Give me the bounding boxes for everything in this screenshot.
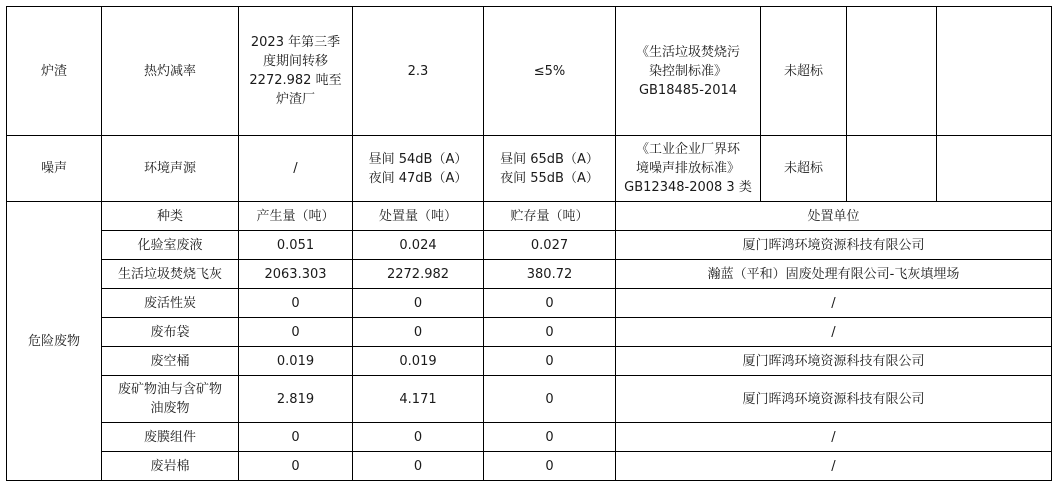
noise-result: 未超标 [761, 136, 847, 202]
hazard-unit: / [616, 318, 1052, 347]
hazard-row [7, 318, 1052, 347]
hazard-unit: 瀚蓝（平和）固废处理有限公司-飞灰填埋场 [616, 260, 1052, 289]
hazard-disposed: 0 [353, 289, 484, 318]
hazard-produced: 0 [239, 452, 353, 481]
hazard-header-produced: 产生量（吨） [239, 202, 353, 231]
slag-value: 2.3 [353, 7, 484, 136]
hazard-stored: 0 [484, 347, 616, 376]
noise-category: 噪声 [7, 136, 102, 202]
hazard-row [7, 423, 1052, 452]
hazard-stored: 0 [484, 289, 616, 318]
hazard-stored: 0.027 [484, 231, 616, 260]
slag-period: 2023 年第三季 度期间转移 2272.982 吨至 炉渣厂 [239, 7, 353, 136]
hazard-kind: 废膜组件 [102, 423, 239, 452]
slag-result: 未超标 [761, 7, 847, 136]
hazard-row [7, 289, 1052, 318]
hazard-produced: 0.051 [239, 231, 353, 260]
hazard-kind: 化验室废液 [102, 231, 239, 260]
noise-period: / [239, 136, 353, 202]
slag-category: 炉渣 [7, 7, 102, 136]
hazard-produced: 0.019 [239, 347, 353, 376]
hazard-stored: 0 [484, 452, 616, 481]
hazard-stored: 0 [484, 423, 616, 452]
hazard-row [7, 260, 1052, 289]
hazard-kind: 废矿物油与含矿物 油废物 [102, 376, 239, 423]
hazard-kind: 废岩棉 [102, 452, 239, 481]
hazard-stored: 380.72 [484, 260, 616, 289]
hazard-produced: 2063.303 [239, 260, 353, 289]
hazard-produced: 0 [239, 423, 353, 452]
noise-standard: 《工业企业厂界环 境噪声排放标准》 GB12348-2008 3 类 [616, 136, 761, 202]
hazard-row [7, 452, 1052, 481]
hazard-category: 危险废物 [7, 202, 102, 481]
empty-cell [847, 7, 937, 136]
slag-item: 热灼减率 [102, 7, 239, 136]
hazard-produced: 0 [239, 318, 353, 347]
hazard-disposed: 0 [353, 452, 484, 481]
empty-cell [847, 136, 937, 202]
hazard-row [7, 231, 1052, 260]
hazard-header-disposed: 处置量（吨） [353, 202, 484, 231]
hazard-unit: / [616, 423, 1052, 452]
hazard-stored: 0 [484, 376, 616, 423]
hazard-produced: 2.819 [239, 376, 353, 423]
hazard-unit: / [616, 289, 1052, 318]
slag-limit: ≤5% [484, 7, 616, 136]
noise-value: 昼间 54dB（A） 夜间 47dB（A） [353, 136, 484, 202]
emissions-table [6, 6, 1052, 481]
hazard-unit: 厦门晖鸿环境资源科技有限公司 [616, 231, 1052, 260]
hazard-header-unit: 处置单位 [616, 202, 1052, 231]
hazard-stored: 0 [484, 318, 616, 347]
noise-limit: 昼间 65dB（A） 夜间 55dB（A） [484, 136, 616, 202]
hazard-kind: 废布袋 [102, 318, 239, 347]
slag-standard: 《生活垃圾焚烧污 染控制标准》 GB18485-2014 [616, 7, 761, 136]
slag-row [7, 7, 1052, 136]
empty-cell [937, 7, 1052, 136]
hazard-kind: 生活垃圾焚烧飞灰 [102, 260, 239, 289]
hazard-unit: 厦门晖鸿环境资源科技有限公司 [616, 347, 1052, 376]
hazard-header-row [7, 202, 1052, 231]
noise-row [7, 136, 1052, 202]
hazard-disposed: 2272.982 [353, 260, 484, 289]
hazard-header-stored: 贮存量（吨） [484, 202, 616, 231]
hazard-kind: 废活性炭 [102, 289, 239, 318]
hazard-disposed: 0.024 [353, 231, 484, 260]
hazard-disposed: 0.019 [353, 347, 484, 376]
hazard-disposed: 0 [353, 318, 484, 347]
hazard-row [7, 376, 1052, 423]
noise-item: 环境声源 [102, 136, 239, 202]
hazard-disposed: 0 [353, 423, 484, 452]
hazard-kind: 废空桶 [102, 347, 239, 376]
hazard-unit: / [616, 452, 1052, 481]
hazard-unit: 厦门晖鸿环境资源科技有限公司 [616, 376, 1052, 423]
empty-cell [937, 136, 1052, 202]
hazard-row [7, 347, 1052, 376]
hazard-header-kind: 种类 [102, 202, 239, 231]
hazard-produced: 0 [239, 289, 353, 318]
hazard-disposed: 4.171 [353, 376, 484, 423]
